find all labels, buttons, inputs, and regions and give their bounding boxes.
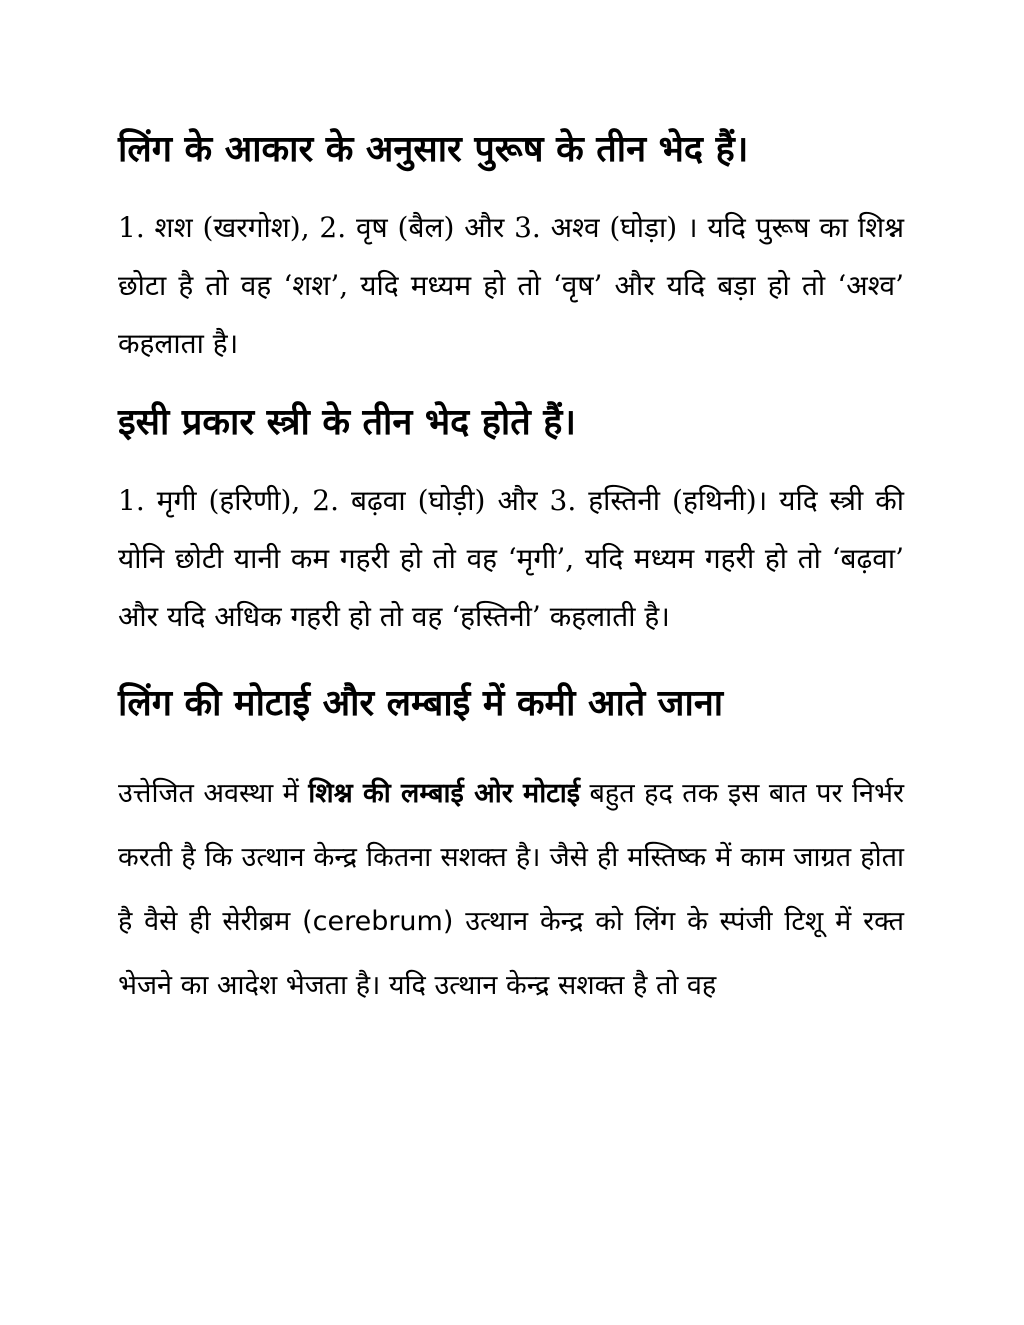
document-body: [118, 128, 904, 1018]
heading-size-reduction: लिंग की मोटाई और लम्बाई में कमी आते जाना: [118, 683, 724, 725]
paragraph-male-types: 1. शश (खरगोश), 2. वृष (बैल) और 3. अश्व (घोड़ा) । यदि पुरूष का शिश्न छोटा है तो वह ‘शश’, यदि मध्यम हो तो ‘वृष’ और यदि बड़ा हो तो ‘अश्व’ कहलाता है।: [118, 211, 904, 361]
paragraph-bold-text: शिश्न की लम्बाई ओर मोटाई: [308, 777, 581, 809]
paragraph-rest-text: बहुत हद तक इस बात पर निर्भर करती है कि उत्थान केन्द्र कितना सशक्त है। जैसे ही मस्तिष्क में काम जाग्रत होता है वैसे ही सेरीब्रम (cerebrum) उत्थान केन्द्र को लिंग के स्पंजी टिशू में रक्त भेजने का आदेश भेजता है। यदि उत्थान केन्द्र सशक्त है तो वह: [118, 777, 904, 1001]
heading-penis-size-types: लिंग के आकार के अनुसार पुरूष के तीन भेद हैं।: [118, 129, 749, 170]
paragraph-lead-text: उत्तेजित अवस्था में: [118, 777, 309, 809]
paragraph-erection-center: [118, 762, 904, 1018]
heading-female-types: इसी प्रकार स्त्री के तीन भेद होते हैं।: [118, 402, 577, 444]
paragraph-female-types: 1. मृगी (हरिणी), 2. बढ़वा (घोड़ी) और 3. हस्तिनी (हथिनी)। यदि स्त्री की योनि छोटी यानी कम गहरी हो तो वह ‘मृगी’, यदि मध्यम गहरी हो तो ‘बढ़वा’ और यदि अधिक गहरी हो तो वह ‘हस्तिनी’ कहलाती है।: [118, 484, 904, 634]
